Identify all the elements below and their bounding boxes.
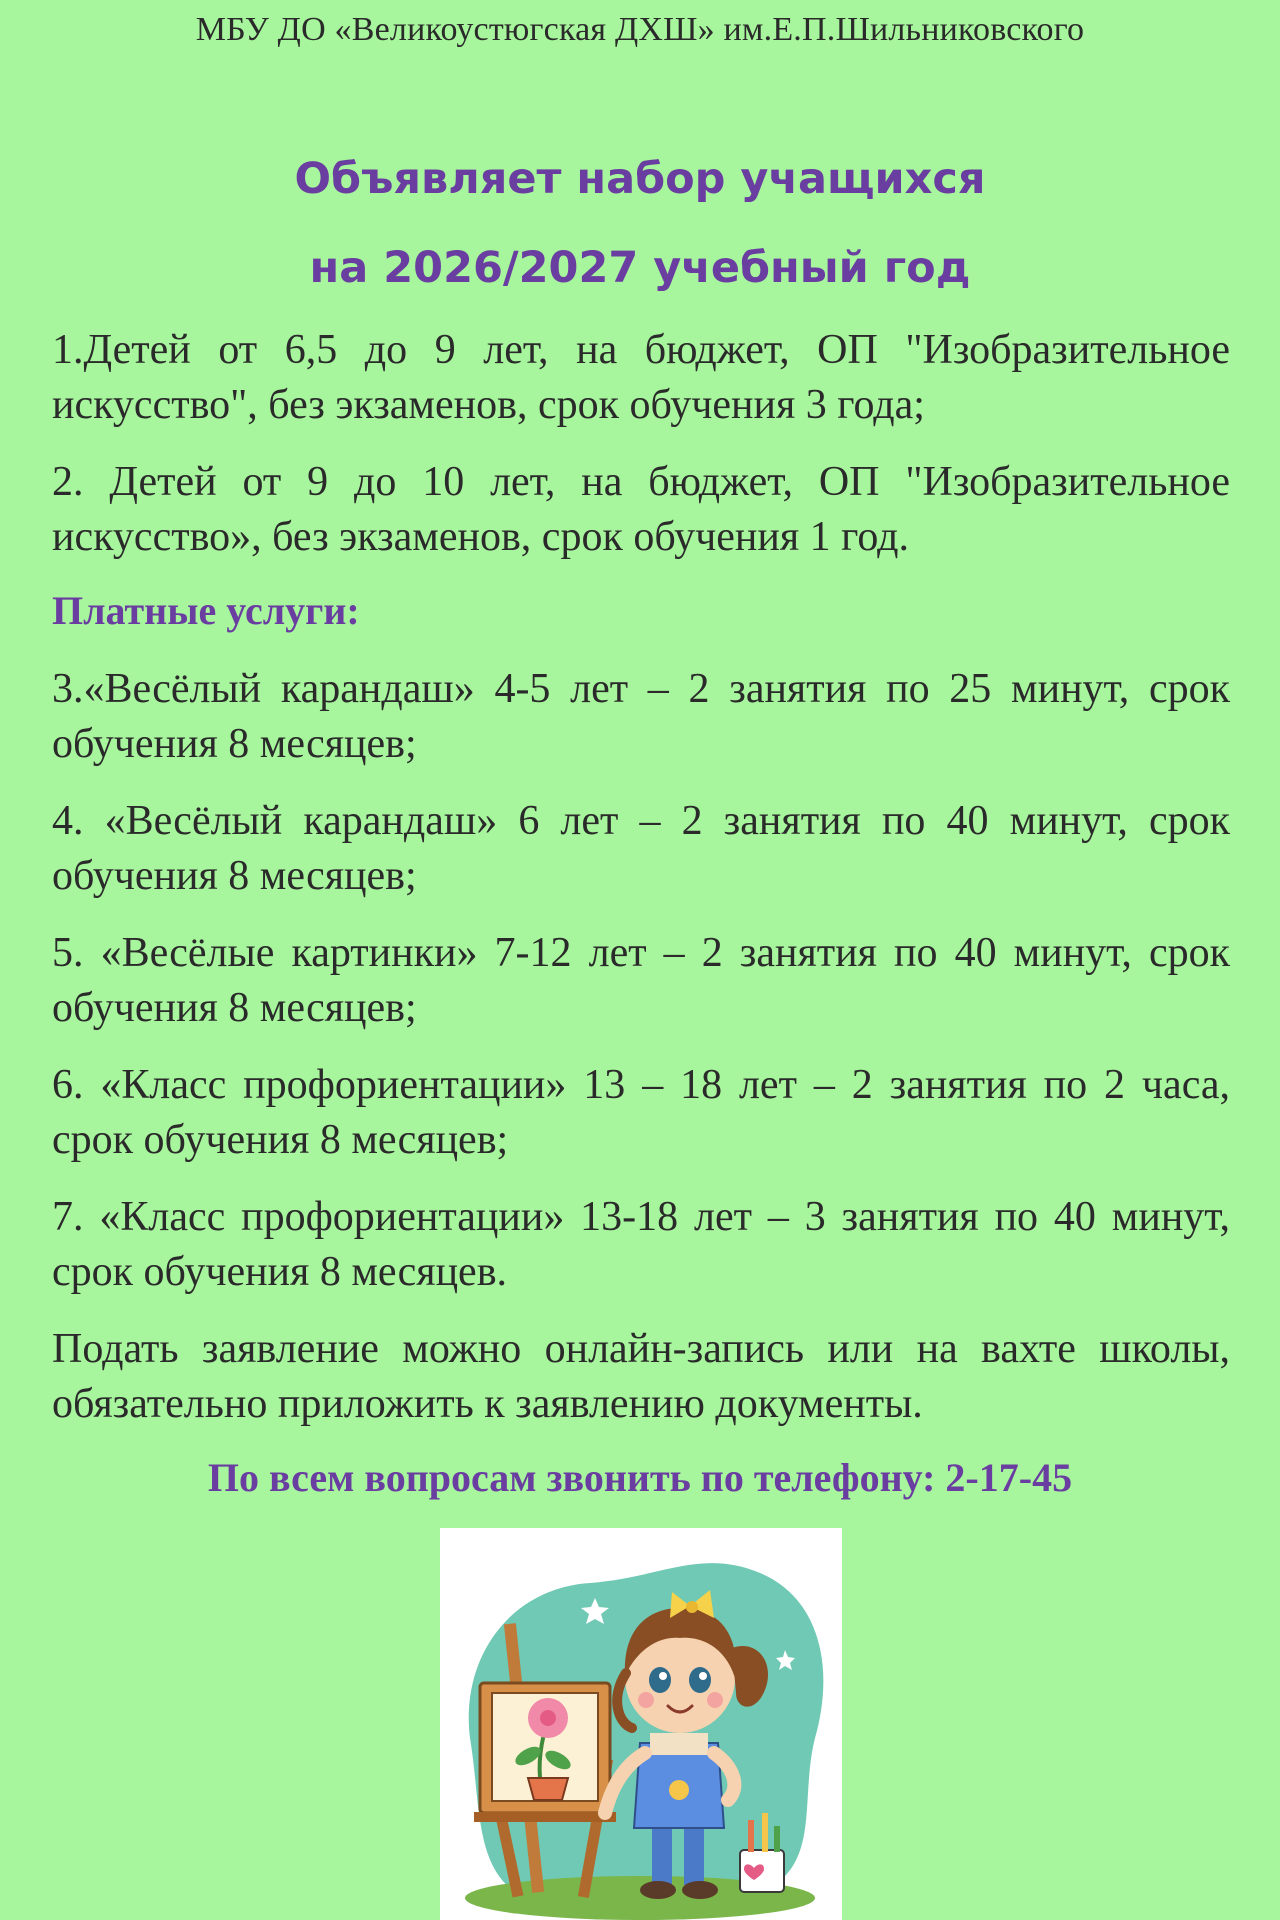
paid-item-7: 7. «Класс профориентации» 13-18 лет – 3 занятия по 40 минут, срок обучения 8 месяцев.	[52, 1194, 1230, 1295]
school-name: МБУ ДО «Великоустюгская ДХШ» им.Е.П.Шильниковского	[195, 11, 1085, 48]
academic-year: на 2026/2027 учебный год	[309, 243, 971, 293]
paid-services-heading: Платные услуги:	[52, 588, 360, 633]
announcement-title: Объявляет набор учащихся	[294, 154, 986, 204]
budget-item-2: 2. Детей от 9 до 10 лет, на бюджет, ОП "Изобразительное искусство», без экзаменов, срок обучения 1 год.	[52, 459, 1230, 560]
budget-item-1: 1.Детей от 6,5 до 9 лет, на бюджет, ОП "Изобразительное искусство", без экзаменов, срок обучения 3 года;	[52, 327, 1230, 428]
paid-item-3: 3.«Весёлый карандаш» 4-5 лет – 2 занятия по 25 минут, срок обучения 8 месяцев;	[52, 666, 1230, 767]
girl-painting-at-easel-illustration	[440, 1528, 842, 1920]
application-note: Подать заявление можно онлайн-запись или на вахте школы, обязательно приложить к заявлению документы.	[52, 1326, 1230, 1427]
paid-item-5: 5. «Весёлые картинки» 7-12 лет – 2 занятия по 40 минут, срок обучения 8 месяцев;	[52, 930, 1230, 1031]
paid-item-6: 6. «Класс профориентации» 13 – 18 лет – 2 занятия по 2 часа, срок обучения 8 месяцев;	[52, 1062, 1230, 1163]
phone-contact: По всем вопросам звонить по телефону: 2-17-45	[207, 1455, 1073, 1500]
paid-item-4: 4. «Весёлый карандаш» 6 лет – 2 занятия по 40 минут, срок обучения 8 месяцев;	[52, 798, 1230, 899]
